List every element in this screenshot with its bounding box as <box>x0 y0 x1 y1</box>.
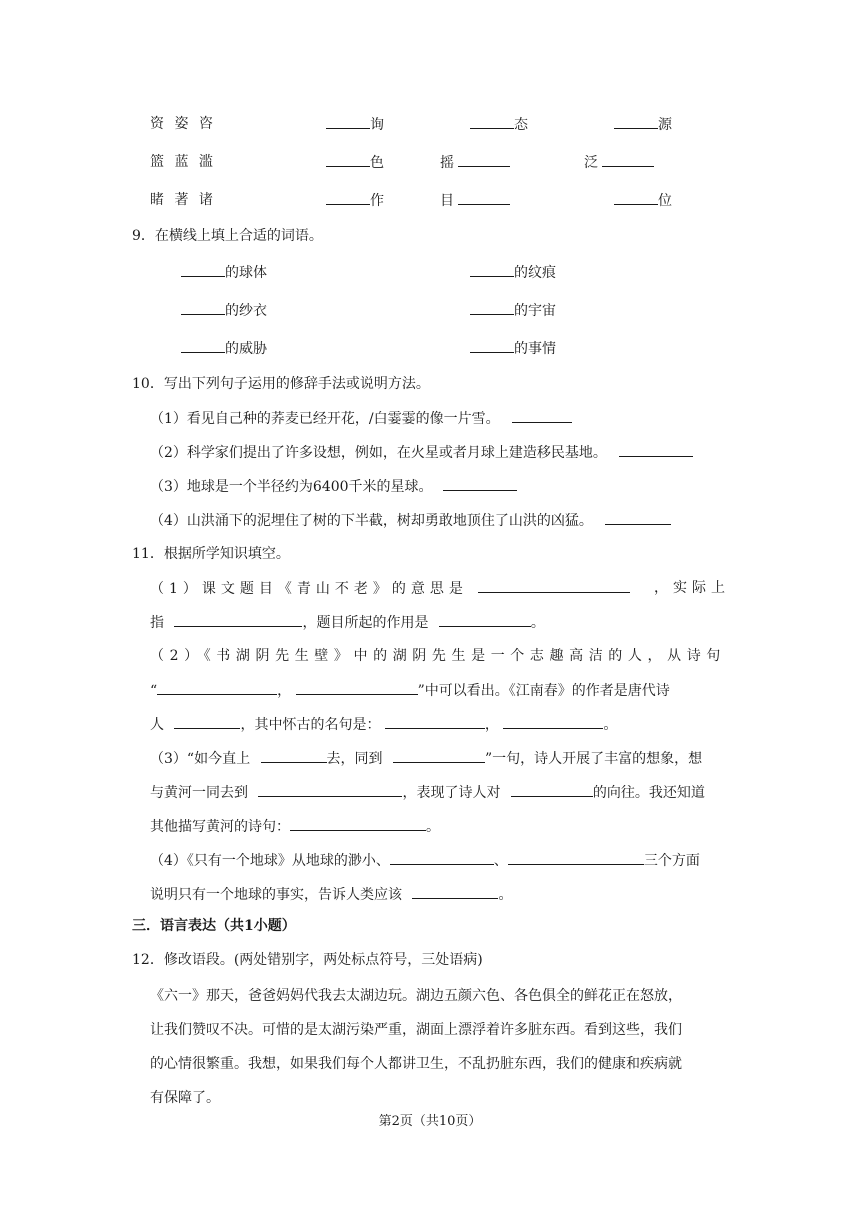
q11-title: 11．根据所学知识填空。 <box>132 546 290 562</box>
answer-blank[interactable] <box>258 782 402 797</box>
answer-blank[interactable] <box>174 714 240 729</box>
q8-row-3-c: 位 <box>614 190 672 211</box>
answer-blank[interactable] <box>385 714 485 729</box>
q12-passage-line-2: 让我们赞叹不决。可惜的是太湖污染严重，湖面上漂浮着许多脏东西。看到这些，我们 <box>150 1022 682 1038</box>
q11-p1-line1: （1）课文题目《青山不老》的意思是 ，实际上 <box>150 580 730 597</box>
answer-blank[interactable] <box>511 782 593 797</box>
q11-p3-line2: 与黄河一同去到 ，表现了诗人对 的向往。我还知道 <box>150 782 705 803</box>
q9-title: 9．在横线上填上合适的词语。 <box>132 228 323 244</box>
q10-item-4: （4）山洪涌下的泥埋住了树的下半截，树却勇敢地顶住了山洪的凶猛。 <box>150 510 671 531</box>
q10-item-3: （3）地球是一个半径约为6400千米的星球。 <box>150 476 517 497</box>
answer-blank[interactable] <box>439 612 531 627</box>
q8-row-3-b: 目 <box>440 190 510 211</box>
q8-row-1-c: 源 <box>614 114 672 135</box>
answer-blank[interactable] <box>602 152 654 167</box>
answer-blank[interactable] <box>614 114 658 129</box>
q8-row-2-a: 色 <box>326 152 384 173</box>
answer-blank[interactable] <box>470 114 514 129</box>
answer-blank[interactable] <box>512 408 572 423</box>
q9-item-2: 的纹痕 <box>470 262 556 283</box>
answer-blank[interactable] <box>458 190 510 205</box>
q12-title: 12．修改语段。(两处错别字，两处标点符号，三处语病) <box>132 952 483 968</box>
answer-blank[interactable] <box>619 442 693 457</box>
q12-passage-line-3: 的心情很繁重。我想，如果我们每个人都讲卫生，不乱扔脏东西，我们的健康和疾病就 <box>150 1056 682 1072</box>
answer-blank[interactable] <box>443 476 517 491</box>
answer-blank[interactable] <box>181 338 225 353</box>
q9-item-3: 的纱衣 <box>181 300 267 321</box>
q11-p4-line1: （4）《只有一个地球》从地球的渺小、 、 三个方面 <box>150 850 700 871</box>
answer-blank[interactable] <box>157 680 277 695</box>
answer-blank[interactable] <box>326 114 370 129</box>
q10-title: 10．写出下列句子运用的修辞手法或说明方法。 <box>132 376 430 392</box>
q9-item-4: 的宇宙 <box>470 300 556 321</box>
answer-blank[interactable] <box>326 190 370 205</box>
q12-passage-line-1: 《六一》那天，爸爸妈妈代我去太湖边玩。湖边五颜六色、各色俱全的鲜花正在怒放， <box>150 988 682 1004</box>
answer-blank[interactable] <box>508 850 644 865</box>
answer-blank[interactable] <box>393 748 485 763</box>
q8-row-3-chars: 睹 著 诸 <box>150 192 213 208</box>
answer-blank[interactable] <box>605 510 671 525</box>
q8-row-2-chars: 篮 蓝 滥 <box>150 154 213 170</box>
answer-blank[interactable] <box>478 578 630 593</box>
q11-p3-line1: （3）“如今直上 去，同到 ”一句，诗人开展了丰富的想象，想 <box>150 748 702 769</box>
answer-blank[interactable] <box>290 816 426 831</box>
answer-blank[interactable] <box>181 300 225 315</box>
q12-passage-line-4: 有保障了。 <box>150 1090 220 1106</box>
q9-item-1: 的球体 <box>181 262 267 283</box>
q11-p3-line3: 其他描写黄河的诗句： 。 <box>150 816 440 837</box>
answer-blank[interactable] <box>174 612 302 627</box>
q10-item-2: （2）科学家们提出了许多设想，例如，在火星或者月球上建造移民基地。 <box>150 442 693 463</box>
q8-row-2-c: 泛 <box>584 152 654 173</box>
q11-p1-line2: 指 ，题目所起的作用是 。 <box>150 612 545 633</box>
q8-row-3-a: 作 <box>326 190 384 211</box>
answer-blank[interactable] <box>503 714 603 729</box>
answer-blank[interactable] <box>181 262 225 277</box>
q8-row-1-a: 询 <box>326 114 384 135</box>
q9-item-5: 的威胁 <box>181 338 267 359</box>
q11-p2-line2: “ ， ”中可以看出。《江南春》的作者是唐代诗 <box>150 680 670 701</box>
q10-item-1: （1）看见自己种的荞麦已经开花，/白霎霎的像一片雪。 <box>150 408 572 429</box>
q9-item-6: 的事情 <box>470 338 556 359</box>
answer-blank[interactable] <box>412 884 498 899</box>
answer-blank[interactable] <box>470 338 514 353</box>
answer-blank[interactable] <box>326 152 370 167</box>
q8-row-1-chars: 资 姿 咨 <box>150 116 213 132</box>
section-heading: 三．语言表达（共1小题） <box>132 918 296 934</box>
q8-row-2-b: 摇 <box>440 152 510 173</box>
q11-p2-line1: （2）《书湖阴先生壁》中的湖阴先生是一个志趣高洁的人，从诗句 <box>150 648 726 664</box>
answer-blank[interactable] <box>261 748 327 763</box>
q8-row-1-b: 态 <box>470 114 528 135</box>
answer-blank[interactable] <box>296 680 418 695</box>
q11-p2-line3: 人 ，其中怀古的名句是： ， 。 <box>150 714 617 735</box>
answer-blank[interactable] <box>458 152 510 167</box>
answer-blank[interactable] <box>614 190 658 205</box>
answer-blank[interactable] <box>470 300 514 315</box>
answer-blank[interactable] <box>390 850 494 865</box>
answer-blank[interactable] <box>470 262 514 277</box>
page-footer: 第2页（共10页） <box>378 1114 482 1129</box>
q11-p4-line2: 说明只有一个地球的事实，告诉人类应该 。 <box>150 884 512 905</box>
